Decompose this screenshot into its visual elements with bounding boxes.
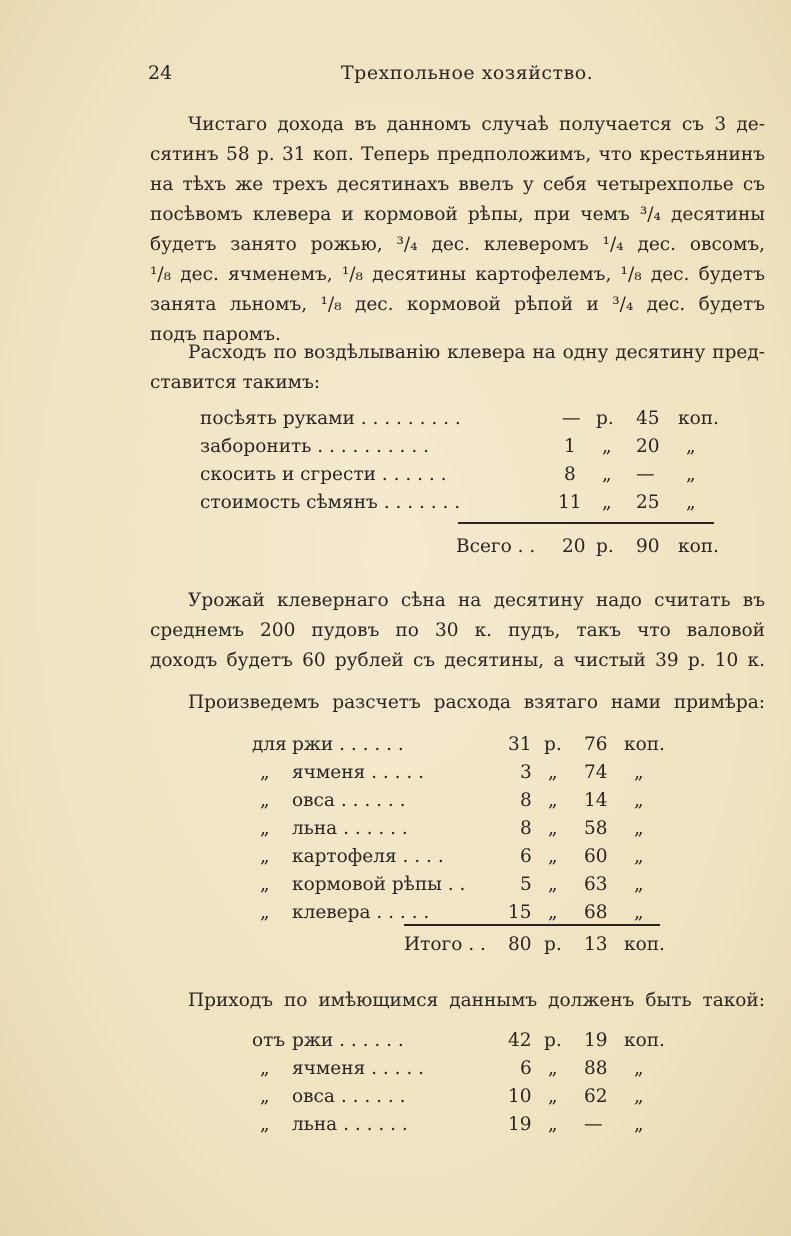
kop-unit: „: [634, 790, 644, 811]
paragraph-expense-calc: [150, 688, 765, 718]
paragraph-clover-cost: [150, 338, 765, 398]
kopecks: 76: [584, 734, 608, 755]
kop-unit: „: [686, 492, 696, 513]
paragraph-clover-yield: [150, 586, 765, 676]
running-title: Трехпольное хозяйство.: [341, 62, 594, 84]
kopecks: —: [636, 464, 655, 485]
kopecks: 62: [584, 1086, 608, 1107]
rubles: 11: [558, 492, 582, 513]
text-line: посѣвомъ клевера и кормовой рѣпы, при чемъ ³/₄ десятины: [150, 204, 765, 225]
kop-unit: коп.: [624, 934, 665, 955]
kopecks: 45: [636, 408, 660, 429]
kopecks: 58: [584, 818, 608, 839]
total-label: Итого . .: [404, 934, 486, 955]
prefix: отъ: [252, 1030, 286, 1051]
kop-unit: „: [634, 1058, 644, 1079]
rubles: 6: [520, 846, 532, 867]
kopecks: 88: [584, 1058, 608, 1079]
item-label: ячменя . . . . .: [292, 762, 425, 783]
page-number: 24: [148, 62, 173, 84]
rubles: 31: [508, 734, 532, 755]
sum-rule: [458, 522, 714, 524]
rub-unit: р.: [544, 734, 562, 755]
text-line: подъ паромъ.: [150, 324, 281, 345]
item-label: ржи . . . . . .: [292, 734, 404, 755]
page-header: [148, 62, 761, 92]
kop-unit: коп.: [678, 408, 719, 429]
item-label: заборонить . . . . . . . . . .: [200, 436, 429, 457]
kop-unit: „: [634, 846, 644, 867]
rub-unit: „: [548, 1058, 558, 1079]
item-label: овса . . . . . .: [292, 790, 406, 811]
rubles: 1: [564, 436, 576, 457]
total-label: Всего . .: [456, 536, 536, 557]
paragraph-income: [150, 986, 765, 1016]
rubles: 8: [520, 790, 532, 811]
kop-unit: „: [634, 762, 644, 783]
kop-unit: коп.: [678, 536, 719, 557]
kopecks: 63: [584, 874, 608, 895]
prefix: „: [260, 1114, 270, 1135]
text-line: Расходъ по воздѣлыванію клевера на одну десятину пред-: [188, 342, 765, 363]
rubles: 6: [520, 1058, 532, 1079]
rubles: 5: [520, 874, 532, 895]
rub-unit: „: [548, 818, 558, 839]
text-line: будетъ занято рожью, ³/₄ дес. клеверомъ ¹/₄ дес. овсомъ,: [150, 234, 765, 255]
rub-unit: р.: [544, 1030, 562, 1051]
rub-unit: „: [602, 464, 612, 485]
kopecks: 68: [584, 902, 608, 923]
rub-unit: „: [548, 874, 558, 895]
text-line: Чистаго дохода въ данномъ случаѣ получается съ 3 де-: [188, 114, 765, 135]
prefix: „: [260, 902, 270, 923]
item-label: посѣять руками . . . . . . . . .: [200, 408, 461, 429]
text-line: среднемъ 200 пудовъ по 30 к. пудъ, такъ что валовой: [150, 620, 765, 641]
rub-unit: „: [602, 492, 612, 513]
text-line: сятинъ 58 р. 31 коп. Теперь предположимъ, что крестьянинъ: [150, 144, 765, 165]
item-label: стоимость сѣмянъ . . . . . . .: [200, 492, 461, 513]
text-line: Урожай клевернаго сѣна на десятину надо считать въ: [188, 590, 765, 611]
text-line: Приходъ по имѣющимся даннымъ долженъ быть такой:: [188, 990, 765, 1011]
sum-rule: [404, 924, 660, 926]
kopecks: 14: [584, 790, 608, 811]
text-line: Произведемъ разсчетъ расхода взятаго нами примѣра:: [188, 692, 765, 713]
prefix: „: [260, 874, 270, 895]
rub-unit: р.: [544, 934, 562, 955]
rubles: 19: [508, 1114, 532, 1135]
rub-unit: „: [548, 790, 558, 811]
rub-unit: „: [548, 902, 558, 923]
prefix: „: [260, 1058, 270, 1079]
prefix: „: [260, 818, 270, 839]
rubles: 3: [520, 762, 532, 783]
rub-unit: „: [602, 436, 612, 457]
rub-unit: „: [548, 762, 558, 783]
text-line: на тѣхъ же трехъ десятинахъ ввелъ у себя четырехполье съ: [150, 174, 765, 195]
prefix: „: [260, 762, 270, 783]
item-label: скосить и сгрести . . . . . .: [200, 464, 447, 485]
item-label: картофеля . . . .: [292, 846, 444, 867]
kopecks: 74: [584, 762, 608, 783]
prefix: „: [260, 790, 270, 811]
kop-unit: „: [686, 436, 696, 457]
prefix: „: [260, 846, 270, 867]
kopecks: 60: [584, 846, 608, 867]
kopecks: 19: [584, 1030, 608, 1051]
item-label: клевера . . . . .: [292, 902, 430, 923]
rubles: 8: [520, 818, 532, 839]
item-label: ячменя . . . . .: [292, 1058, 425, 1079]
kopecks: 20: [636, 436, 660, 457]
text-line: ставится такимъ:: [150, 372, 321, 393]
prefix: „: [260, 1086, 270, 1107]
prefix: для: [252, 734, 287, 755]
kop-unit: „: [686, 464, 696, 485]
kopecks: —: [584, 1114, 603, 1135]
rub-unit: р.: [596, 408, 614, 429]
rubles: 15: [508, 902, 532, 923]
kop-unit: коп.: [624, 734, 665, 755]
text-line: доходъ будетъ 60 рублей съ десятины, а чистый 39 р. 10 к.: [150, 650, 765, 671]
kop-unit: „: [634, 818, 644, 839]
rubles: —: [562, 408, 581, 429]
kop-unit: „: [634, 874, 644, 895]
item-label: овса . . . . . .: [292, 1086, 406, 1107]
text-line: ¹/₈ дес. ячменемъ, ¹/₈ десятины картофелемъ, ¹/₈ дес. будетъ: [150, 264, 765, 285]
item-label: ржи . . . . . .: [292, 1030, 404, 1051]
rub-unit: р.: [596, 536, 614, 557]
kop-unit: „: [634, 1114, 644, 1135]
rubles: 80: [508, 934, 532, 955]
rubles: 8: [564, 464, 576, 485]
rubles: 20: [562, 536, 586, 557]
rub-unit: „: [548, 846, 558, 867]
item-label: льна . . . . . .: [292, 1114, 408, 1135]
kopecks: 13: [584, 934, 608, 955]
kopecks: 25: [636, 492, 660, 513]
paragraph-net-income: [150, 110, 765, 350]
rubles: 42: [508, 1030, 532, 1051]
item-label: льна . . . . . .: [292, 818, 408, 839]
item-label: кормовой рѣпы . .: [292, 874, 466, 895]
rub-unit: „: [548, 1114, 558, 1135]
rub-unit: „: [548, 1086, 558, 1107]
rubles: 10: [508, 1086, 532, 1107]
kopecks: 90: [636, 536, 660, 557]
kop-unit: „: [634, 1086, 644, 1107]
kop-unit: коп.: [624, 1030, 665, 1051]
text-line: занята льномъ, ¹/₈ дес. кормовой рѣпой и ³/₄ дес. будетъ: [150, 294, 765, 315]
kop-unit: „: [634, 902, 644, 923]
